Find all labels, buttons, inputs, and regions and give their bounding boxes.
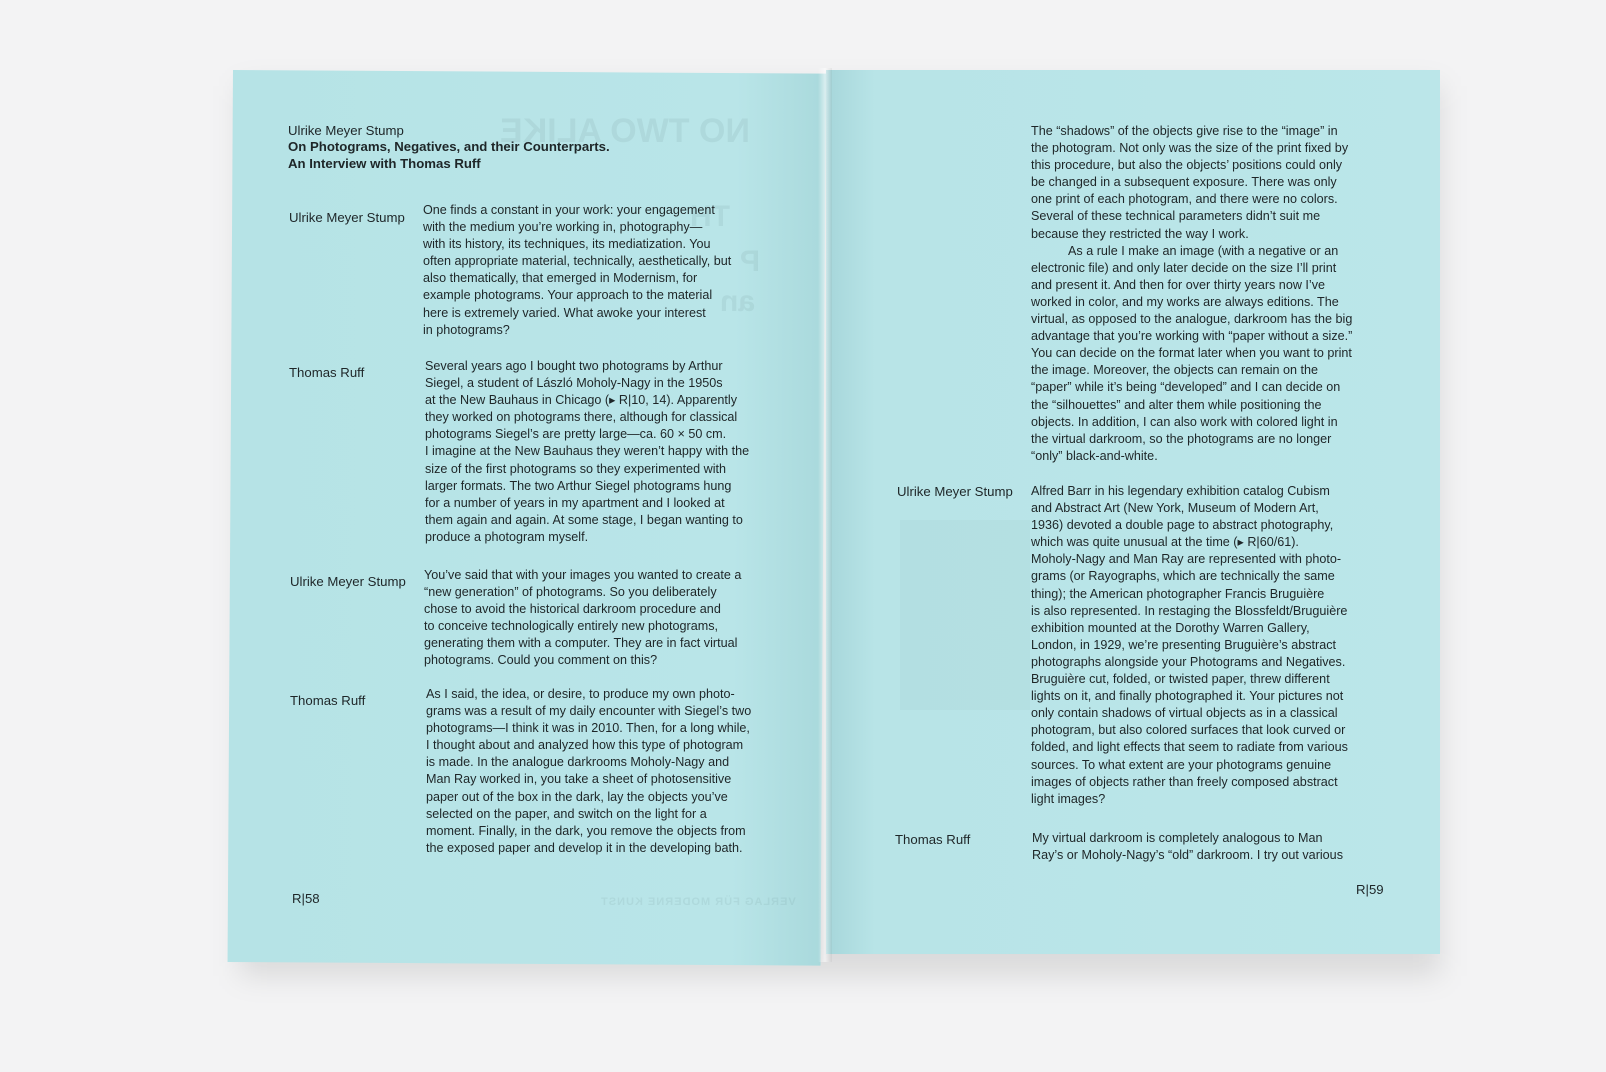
text-line: them again and again. At some stage, I began wanting to bbox=[425, 512, 743, 527]
text-line: electronic file) and only later decide on the size I’ll print bbox=[1031, 260, 1337, 275]
text-line: folded, and light effects that seem to radiate from various bbox=[1031, 740, 1348, 755]
text-line: size of the first photograms so they experimented with bbox=[425, 461, 726, 476]
show-through-image bbox=[900, 520, 1030, 710]
text-line: and Abstract Art (New York, Museum of Modern Art, bbox=[1031, 501, 1319, 516]
text-line: I thought about and analyzed how this type of photogram bbox=[426, 738, 744, 753]
text-line: the exposed paper and develop it in the developing bath. bbox=[426, 840, 743, 855]
question-text bbox=[423, 202, 731, 339]
text-line: You’ve said that with your images you wanted to create a bbox=[424, 568, 742, 582]
text-line: My virtual darkroom is completely analogous to Man bbox=[1032, 831, 1323, 845]
text-line: here is extremely varied. What awoke your interest bbox=[423, 305, 706, 320]
speaker-label: Ulrike Meyer Stump bbox=[289, 210, 405, 225]
text-line: often appropriate material, technically, aesthetically, but bbox=[423, 254, 732, 269]
text-line: because they restricted the way I work. bbox=[1031, 226, 1249, 241]
text-line: lights on it, and finally photographed it. Your pictures not bbox=[1031, 689, 1344, 704]
text-line: be changed in a subsequent exposure. There was only bbox=[1031, 175, 1337, 190]
text-line: One finds a constant in your work: your engagement bbox=[423, 203, 715, 217]
text-line: photogram, but also colored surfaces that look curved or bbox=[1031, 723, 1346, 738]
text-line: London, in 1929, we’re presenting Bruguière’s abstract bbox=[1031, 637, 1337, 652]
text-line: photographs alongside your Photograms and Negatives. bbox=[1031, 654, 1346, 669]
text-line: also thematically, that emerged in Modernism, for bbox=[423, 271, 698, 286]
text-line: is made. In the analogue darkrooms Moholy-Nagy and bbox=[426, 755, 730, 770]
answer-continuation bbox=[1031, 123, 1352, 465]
text-line: generating them with a computer. They are in fact virtual bbox=[424, 636, 738, 651]
text-line: for a number of years in my apartment and I looked at bbox=[425, 495, 725, 510]
answer-text bbox=[426, 686, 751, 857]
text-line: images of objects rather than freely composed abstract bbox=[1031, 774, 1338, 789]
text-line: thing); the American photographer Francis Bruguière bbox=[1031, 586, 1325, 601]
show-through-line: TH bbox=[690, 200, 730, 233]
text-line: selected on the paper, and switch on the light for a bbox=[426, 806, 707, 821]
article-title-line: An Interview with Thomas Ruff bbox=[288, 155, 481, 171]
text-line: example photograms. Your approach to the material bbox=[423, 288, 713, 303]
text-line: 1936) devoted a double page to abstract photography, bbox=[1031, 518, 1334, 533]
answer-text bbox=[1032, 830, 1343, 864]
text-line: Man Ray worked in, you take a sheet of photosensitive bbox=[426, 772, 732, 787]
text-line: Several of these technical parameters didn’t suit me bbox=[1031, 209, 1321, 224]
text-line: Moholy-Nagy and Man Ray are represented with photo- bbox=[1031, 552, 1342, 567]
show-through-footer: VERLAG FÜR MODERNE KUNST bbox=[600, 896, 796, 908]
text-line: and present it. And then for over thirty years now I’ve bbox=[1031, 277, 1326, 292]
speaker-label: Ulrike Meyer Stump bbox=[290, 574, 406, 589]
article-title-line: On Photograms, Negatives, and their Counterparts. bbox=[288, 139, 610, 154]
article-title bbox=[288, 139, 610, 172]
text-line: this procedure, but also the objects’ positions could only bbox=[1031, 158, 1343, 173]
question-text bbox=[424, 567, 741, 670]
text-line: exhibition mounted at the Dorothy Warren Gallery, bbox=[1031, 620, 1310, 635]
text-line: the image. Moreover, the objects can remain on the bbox=[1031, 363, 1319, 378]
text-line: paper out of the box in the dark, lay the objects you’ve bbox=[426, 789, 728, 804]
text-line: You can decide on the format later when you want to print bbox=[1031, 346, 1352, 361]
speaker-label: Ulrike Meyer Stump bbox=[897, 484, 1013, 499]
text-line: advantage that you’re working with “paper without a size.” bbox=[1031, 329, 1353, 344]
question-text bbox=[1031, 483, 1348, 808]
article-author: Ulrike Meyer Stump bbox=[288, 123, 404, 138]
text-line: is also represented. In restaging the Blossfeldt/Bruguière bbox=[1031, 603, 1348, 618]
speaker-label: Thomas Ruff bbox=[290, 693, 366, 708]
page-number-left: R|58 bbox=[292, 891, 320, 906]
text-line: photograms Siegel’s are pretty large—ca. 60 × 50 cm. bbox=[425, 427, 727, 442]
text-line: grams was a result of my daily encounter with Siegel’s two bbox=[426, 704, 752, 719]
text-line: “only” black-and-white. bbox=[1031, 448, 1158, 463]
text-line: I imagine at the New Bauhaus they weren’t happy with the bbox=[425, 444, 750, 459]
text-line: grams (or Rayographs, which are technically the same bbox=[1031, 569, 1335, 584]
page-number-right: R|59 bbox=[1356, 882, 1384, 897]
text-line: larger formats. The two Arthur Siegel photograms hung bbox=[425, 478, 732, 493]
text-line: Several years ago I bought two photograms by Arthur bbox=[425, 359, 723, 373]
text-line: As a rule I make an image (with a negative or an bbox=[1068, 243, 1339, 258]
text-line: Ray’s or Moholy-Nagy’s “old” darkroom. I try out various bbox=[1032, 848, 1343, 863]
text-line: to conceive technologically entirely new photograms, bbox=[424, 619, 719, 634]
speaker-label: Thomas Ruff bbox=[289, 365, 365, 380]
text-line: in photograms? bbox=[423, 322, 510, 337]
text-line: the photogram. Not only was the size of the print fixed by bbox=[1031, 141, 1349, 156]
text-line: moment. Finally, in the dark, you remove the objects from bbox=[426, 823, 746, 838]
show-through-line: an bbox=[720, 285, 756, 318]
gutter bbox=[818, 68, 832, 962]
text-line: chose to avoid the historical darkroom procedure and bbox=[424, 602, 721, 617]
speaker-label: Thomas Ruff bbox=[895, 832, 971, 847]
text-line: sources. To what extent are your photograms genuine bbox=[1031, 757, 1332, 772]
text-line: virtual, as opposed to the analogue, darkroom has the big bbox=[1031, 312, 1353, 327]
text-line: “new generation” of photograms. So you deliberately bbox=[424, 585, 717, 600]
text-line: with its history, its techniques, its mediatization. You bbox=[423, 237, 711, 252]
show-through-title: NO TWO ALIKE bbox=[500, 112, 750, 150]
text-line: “paper” while it’s being “developed” and I can decide on bbox=[1031, 380, 1341, 395]
text-line: worked in color, and my works are always editions. The bbox=[1031, 294, 1339, 309]
text-line: one print of each photogram, and there were no colors. bbox=[1031, 192, 1338, 207]
text-line: with the medium you’re working in, photography— bbox=[423, 220, 703, 235]
text-line: As I said, the idea, or desire, to produce my own photo- bbox=[426, 687, 735, 701]
text-line: The “shadows” of the objects give rise to the “image” in bbox=[1031, 124, 1338, 138]
answer-text bbox=[425, 358, 749, 546]
text-line: they worked on photograms there, although for classical bbox=[425, 410, 738, 425]
text-line: objects. In addition, I can also work with colored light in bbox=[1031, 414, 1338, 429]
text-line: Siegel, a student of László Moholy-Nagy in the 1950s bbox=[425, 376, 723, 391]
text-line: Alfred Barr in his legendary exhibition catalog Cubism bbox=[1031, 484, 1330, 498]
text-line: light images? bbox=[1031, 791, 1106, 806]
show-through-line: P bbox=[740, 245, 761, 278]
text-line: at the New Bauhaus in Chicago (▸ R|10, 14). Apparently bbox=[425, 393, 738, 408]
text-line: Bruguière cut, folded, or twisted paper, threw different bbox=[1031, 672, 1330, 687]
text-line: which was quite unusual at the time (▸ R|60/61). bbox=[1031, 535, 1299, 550]
text-line: only contain shadows of virtual objects as in a classical bbox=[1031, 706, 1338, 721]
text-line: the “silhouettes” and alter them while positioning the bbox=[1031, 397, 1322, 412]
text-line: photograms—I think it was in 2010. Then, for a long while, bbox=[426, 721, 750, 736]
text-line: the virtual darkroom, so the photograms are no longer bbox=[1031, 431, 1332, 446]
text-line: photograms. Could you comment on this? bbox=[424, 653, 658, 668]
text-line: produce a photogram myself. bbox=[425, 529, 589, 544]
